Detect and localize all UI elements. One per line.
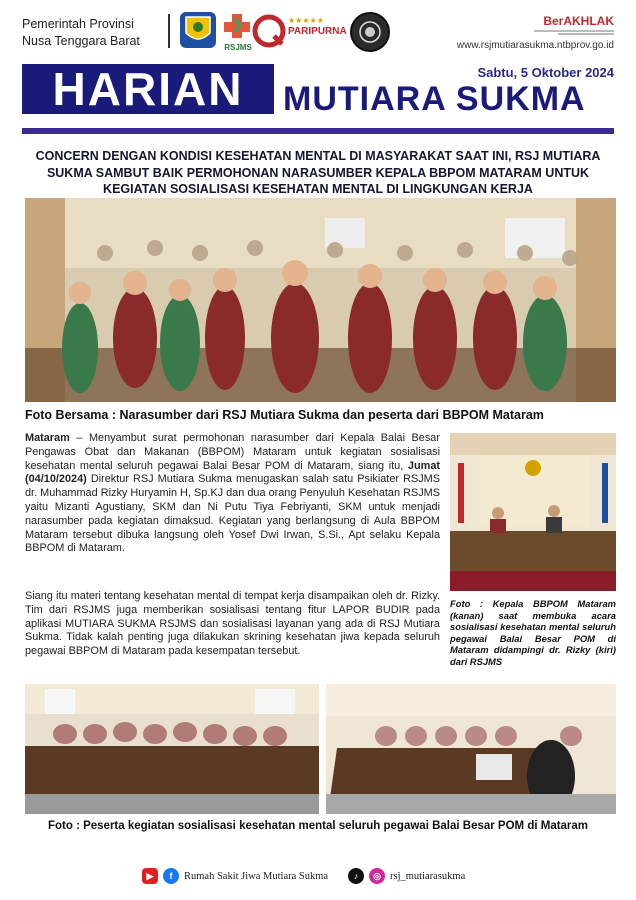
article-p1-date: Jumat (04/10/2024) [25, 459, 440, 486]
province-label [22, 16, 140, 50]
youtube-icon[interactable]: ▶ [142, 868, 158, 884]
seal-logo [350, 12, 390, 52]
article-p1-part-b: Direktur RSJ Mutiara Sukma menugaskan salah satu Psikiater RSJMS dr. Muhammad Rizky Huryamin H, Sp.KJ dan dua orang Penyuluh Kesehatan RSJMS yaitu Mizanti Agustiany, SKM dan Ni Putu Tiya Febriyanti, SKM untuk menjadi narasumber pada kegiatan dimaksud. Kegiatan yang berlangsung di Aula BBPOM Mataram tersebut dibuka langsung oleh Yosef Dwi Irwan, S.Si., Apt selaku Kepala BBPOM di Mataram. [25, 473, 440, 555]
berakhlak-logo: BerAKHLAK [543, 14, 614, 28]
participants-photo-right [326, 684, 616, 814]
province-line-2: Nusa Tenggara Barat [22, 34, 140, 48]
rsjms-logo-text: RSJMS [224, 43, 252, 52]
paripurna-logo [252, 14, 347, 50]
footer-tiktok-instagram [348, 868, 465, 884]
paripurna-stars: ★★★★★ [288, 16, 324, 25]
website-url[interactable]: www.rsjmutiarasukma.ntbprov.go.id [456, 40, 614, 51]
article-paragraph-1 [25, 432, 440, 556]
footer-hospital-name[interactable]: Rumah Sakit Jiwa Mutiara Sukma [184, 870, 329, 882]
paripurna-logo-text: PARIPURNA [288, 26, 347, 37]
rsjms-logo [220, 12, 256, 52]
opening-photo [450, 433, 616, 591]
headline: CONCERN DENGAN KONDISI KESEHATAN MENTAL DI MASYARAKAT SAAT INI, RSJ MUTIARA SUKMA SAMBUT BAIK PERMOHONAN NARASUMBER KEPALA BBPOM MATARAM UNTUK KEGIATAN SOSIALISASI KESEHATAN MENTAL DI LINGKUNGAN KERJA [35, 149, 601, 196]
article-paragraph-2: Siang itu materi tentang kesehatan mental di tempat kerja disampaikan oleh dr. Rizky. Tim dari RSJMS juga memberikan sosialisasi tentang fitur LAPOR BUDIR pada aplikasi MUTIARA SUKMA RSJMS dan sosialisasi layanan yang ada di RSJ Mutiara Sukma. Tidak kalah penting juga dilakukan skrining kesehatan jiwa kepada seluruh pegawai BBPOM di Mataram pada kesempatan tersebut. [25, 590, 440, 658]
footer-handle[interactable]: rsj_mutiarasukma [390, 870, 466, 882]
header-divider [168, 14, 170, 48]
participants-photo-caption: Foto : Peserta kegiatan sosialisasi kesehatan mental seluruh pegawai Balai Besar POM di Mataram [47, 820, 589, 832]
group-photo [25, 198, 616, 402]
article-dateline: Mataram [25, 432, 70, 444]
footer-facebook-youtube [142, 868, 328, 884]
instagram-icon[interactable]: ◎ [369, 868, 385, 884]
header-rule [22, 128, 614, 134]
province-line-1: Pemerintah Provinsi [22, 17, 134, 31]
facebook-icon[interactable]: f [163, 868, 179, 884]
tiktok-icon[interactable]: ♪ [348, 868, 364, 884]
berakhlak-tagline-graphic [534, 29, 614, 35]
group-photo-caption: Foto Bersama : Narasumber dari RSJ Mutiara Sukma dan peserta dari BBPOM Mataram [25, 408, 544, 422]
article-p1-part-a: – Menyambut surat permohonan narasumber dari Kepala Balai Besar Pengawas Obat dan Makanan (BBPOM) Mataram untuk kegiatan sosialisasi kesehatan mental seluruh pegawai Balai Besar POM di Mataram, siang itu, [25, 432, 440, 472]
masthead-title: MUTIARA SUKMA [283, 80, 586, 118]
harian-masthead: HARIAN [22, 64, 274, 114]
participants-photo-left [25, 684, 319, 814]
ntb-emblem-logo [180, 12, 216, 48]
opening-photo-caption: Foto : Kepala BBPOM Mataram (kanan) saat membuka acara sosialisasi kesehatan mental seluruh pegawai Balai Besar POM di Mataram didampingi dr. Rizky (kiri) dari RSJMS [450, 598, 616, 667]
issue-date: Sabtu, 5 Oktober 2024 [477, 65, 614, 80]
